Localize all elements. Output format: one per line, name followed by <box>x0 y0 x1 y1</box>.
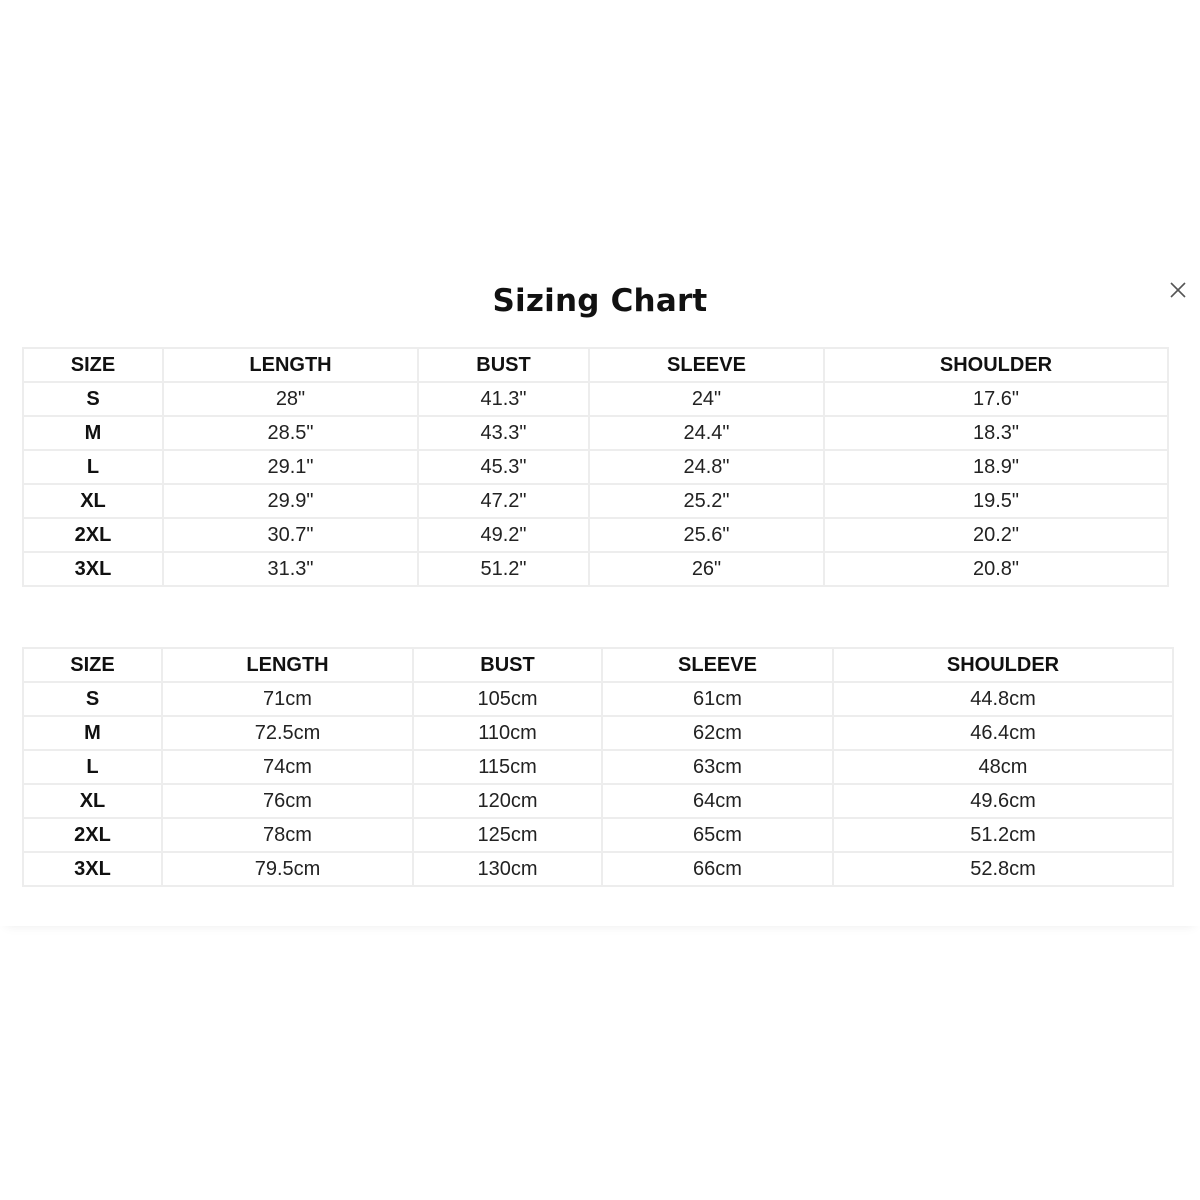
size-cell: L <box>23 750 162 784</box>
bust-cell: 43.3" <box>418 416 589 450</box>
table-header-row <box>23 348 1168 382</box>
size-cell: 2XL <box>23 518 163 552</box>
length-cell: 79.5cm <box>162 852 413 886</box>
bust-cell: 45.3" <box>418 450 589 484</box>
bust-cell: 47.2" <box>418 484 589 518</box>
size-cell: XL <box>23 784 162 818</box>
size-cell: 3XL <box>23 852 162 886</box>
table-row <box>23 450 1168 484</box>
shoulder-cell: 20.2" <box>824 518 1168 552</box>
table-row <box>23 716 1173 750</box>
bust-cell: 41.3" <box>418 382 589 416</box>
bust-cell: 130cm <box>413 852 602 886</box>
header-shoulder: SHOULDER <box>833 648 1173 682</box>
bust-cell: 105cm <box>413 682 602 716</box>
sleeve-cell: 65cm <box>602 818 833 852</box>
length-cell: 29.1" <box>163 450 418 484</box>
sleeve-cell: 24.4" <box>589 416 824 450</box>
table-row <box>23 818 1173 852</box>
bust-cell: 115cm <box>413 750 602 784</box>
table-row <box>23 784 1173 818</box>
table-row <box>23 852 1173 886</box>
size-cell: L <box>23 450 163 484</box>
header-sleeve: SLEEVE <box>589 348 824 382</box>
sleeve-cell: 26" <box>589 552 824 586</box>
sleeve-cell: 25.2" <box>589 484 824 518</box>
sleeve-cell: 64cm <box>602 784 833 818</box>
size-cell: 3XL <box>23 552 163 586</box>
table-row <box>23 552 1168 586</box>
sleeve-cell: 62cm <box>602 716 833 750</box>
header-size: SIZE <box>23 648 162 682</box>
size-cell: XL <box>23 484 163 518</box>
modal-title: Sizing Chart <box>492 283 708 319</box>
length-cell: 28.5" <box>163 416 418 450</box>
size-cell: S <box>23 682 162 716</box>
length-cell: 78cm <box>162 818 413 852</box>
sleeve-cell: 61cm <box>602 682 833 716</box>
size-table-cm <box>22 647 1174 887</box>
size-cell: M <box>23 716 162 750</box>
table-row <box>23 750 1173 784</box>
header-bust: BUST <box>413 648 602 682</box>
shoulder-cell: 44.8cm <box>833 682 1173 716</box>
shoulder-cell: 18.9" <box>824 450 1168 484</box>
table-header-row <box>23 648 1173 682</box>
header-sleeve: SLEEVE <box>602 648 833 682</box>
shoulder-cell: 18.3" <box>824 416 1168 450</box>
bust-cell: 49.2" <box>418 518 589 552</box>
length-cell: 76cm <box>162 784 413 818</box>
length-cell: 74cm <box>162 750 413 784</box>
table-row <box>23 484 1168 518</box>
size-cell: M <box>23 416 163 450</box>
header-shoulder: SHOULDER <box>824 348 1168 382</box>
table-row <box>23 518 1168 552</box>
table-row <box>23 682 1173 716</box>
shoulder-cell: 17.6" <box>824 382 1168 416</box>
shoulder-cell: 19.5" <box>824 484 1168 518</box>
sleeve-cell: 63cm <box>602 750 833 784</box>
shoulder-cell: 46.4cm <box>833 716 1173 750</box>
close-button[interactable] <box>1166 278 1190 302</box>
bust-cell: 110cm <box>413 716 602 750</box>
length-cell: 31.3" <box>163 552 418 586</box>
header-size: SIZE <box>23 348 163 382</box>
bust-cell: 51.2" <box>418 552 589 586</box>
length-cell: 72.5cm <box>162 716 413 750</box>
shoulder-cell: 20.8" <box>824 552 1168 586</box>
shoulder-cell: 51.2cm <box>833 818 1173 852</box>
size-table-inches <box>22 347 1169 587</box>
header-length: LENGTH <box>162 648 413 682</box>
sleeve-cell: 24" <box>589 382 824 416</box>
size-cell: 2XL <box>23 818 162 852</box>
header-length: LENGTH <box>163 348 418 382</box>
length-cell: 28" <box>163 382 418 416</box>
sleeve-cell: 66cm <box>602 852 833 886</box>
sleeve-cell: 24.8" <box>589 450 824 484</box>
table-row <box>23 416 1168 450</box>
header-bust: BUST <box>418 348 589 382</box>
length-cell: 29.9" <box>163 484 418 518</box>
bust-cell: 125cm <box>413 818 602 852</box>
table-row <box>23 382 1168 416</box>
shoulder-cell: 49.6cm <box>833 784 1173 818</box>
length-cell: 30.7" <box>163 518 418 552</box>
shoulder-cell: 52.8cm <box>833 852 1173 886</box>
sleeve-cell: 25.6" <box>589 518 824 552</box>
size-cell: S <box>23 382 163 416</box>
bust-cell: 120cm <box>413 784 602 818</box>
close-icon <box>1166 278 1190 302</box>
length-cell: 71cm <box>162 682 413 716</box>
shoulder-cell: 48cm <box>833 750 1173 784</box>
